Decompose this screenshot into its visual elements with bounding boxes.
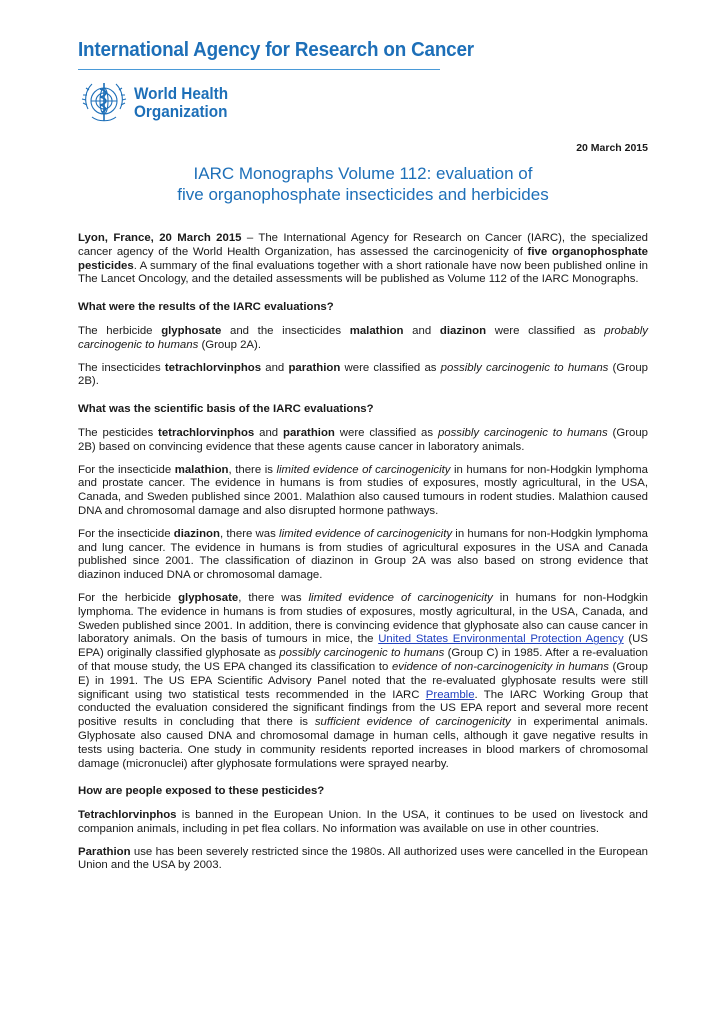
text-run: For the herbicide xyxy=(78,591,179,604)
intro-text: . A summary of the final evaluations together with a short rationale have now been published online in The Lancet Oncology, and the detailed assessments will be published as Volume 112 of the IARC Monographs. xyxy=(78,259,648,286)
pesticide-name: Tetrachlorvinphos xyxy=(78,809,177,822)
text-run: , there was xyxy=(219,527,280,540)
text-run: , there is xyxy=(228,463,277,476)
pesticide-name: parathion xyxy=(288,361,341,374)
pesticide-name: diazinon xyxy=(173,527,220,540)
pesticide-name: glyphosate xyxy=(161,324,222,337)
text-run: (Group 2B). xyxy=(78,361,648,388)
text-run: (Group 2A). xyxy=(198,338,261,351)
text-run: and the insecticides xyxy=(221,324,350,337)
who-name-line1: World Health xyxy=(134,84,229,103)
text-run: (US EPA) originally classified glyphosate as xyxy=(78,633,648,660)
text-run: The herbicide xyxy=(78,324,162,337)
pesticide-name: glyphosate xyxy=(178,591,239,604)
text-run: The insecticides xyxy=(78,361,165,374)
evidence-term: limited evidence of carcinogenicity xyxy=(279,527,453,540)
who-emblem-icon xyxy=(78,75,130,127)
text-run: (Group 2B) based on convincing evidence that these agents cause cancer in laboratory animals. xyxy=(78,426,648,453)
classification: possibly carcinogenic to humans xyxy=(440,361,609,374)
text-run: use has been severely restricted since the 1980s. All authorized uses were cancelled in the European Union and the USA by 2003. xyxy=(78,845,648,872)
results-paragraph xyxy=(78,325,648,353)
classification: probably carcinogenic to humans xyxy=(78,324,648,351)
text-run: were classified as xyxy=(334,426,438,439)
basis-paragraph xyxy=(78,464,648,519)
intro-paragraph xyxy=(78,232,648,287)
headline-line2: five organophosphate insecticides and herbicides xyxy=(177,185,549,204)
basis-paragraph xyxy=(78,592,648,771)
exposure-paragraph xyxy=(78,809,648,837)
text-run: in experimental animals. Glyphosate also caused DNA and chromosomal damage in human cells, although it gave negative results in tests using bacteria. One study in community residents reported increases in blood markers of chromosomal damage (micronuclei) after glyphosate formulations were sprayed nearby. xyxy=(78,716,648,770)
us-epa-link[interactable]: United States Environmental Protection Agency xyxy=(378,633,624,646)
exposure-paragraph xyxy=(78,846,648,874)
pesticide-name: malathion xyxy=(349,324,404,337)
text-run: (Group E) in 1991. The US EPA Scientific Advisory Panel noted that the re-evaluated glyphosate results were still significant using two statistical tests recommended in the IARC xyxy=(78,660,648,701)
exposure-heading: How are people exposed to these pesticides? xyxy=(78,785,325,798)
results-heading: What were the results of the IARC evaluations? xyxy=(78,301,334,314)
headline-line1: IARC Monographs Volume 112: evaluation of xyxy=(193,164,533,183)
text-run: in humans for non-Hodgkin lymphoma and prostate cancer. The evidence in humans is from studies of exposures, mostly agricultural, in the USA, Canada, and Sweden published since 2001. Malathion also caused tumours in rodent studies. Malathion caused DNA and chromosomal damage and also disrupted hormone pathways. xyxy=(78,463,648,517)
preamble-link[interactable]: Preamble xyxy=(425,688,475,701)
text-run: were classified as xyxy=(486,324,605,337)
pesticide-name: malathion xyxy=(174,463,229,476)
text-run: The pesticides xyxy=(78,426,159,439)
who-name-line2: Organization xyxy=(134,102,228,121)
classification: possibly carcinogenic to humans xyxy=(437,426,608,439)
text-run: and xyxy=(403,324,440,337)
evidence-term: limited evidence of carcinogenicity xyxy=(276,463,451,476)
release-date: 20 March 2015 xyxy=(576,142,648,154)
agency-title: International Agency for Research on Cancer xyxy=(78,38,474,61)
basis-paragraph xyxy=(78,528,648,583)
text-run: For the insecticide xyxy=(78,527,174,540)
basis-paragraph xyxy=(78,427,648,455)
intro-text: – The International Agency for Research on Cancer (IARC), the specialized cancer agency of the World Health Organization, has assessed the carcinogenicity of xyxy=(78,232,648,258)
text-run: were classified as xyxy=(340,361,441,374)
basis-heading: What was the scientific basis of the IARC evaluations? xyxy=(78,403,374,416)
evidence-term: sufficient evidence of carcinogenicity xyxy=(314,716,511,729)
text-run: . The IARC Working Group that conducted the evaluation considered the significant findings from the US EPA report and several more recent positive results in concluding that there is xyxy=(78,688,648,729)
headline xyxy=(78,163,648,205)
who-name xyxy=(134,85,228,121)
text-run: , there was xyxy=(238,591,309,604)
pesticide-name: parathion xyxy=(282,426,335,439)
pesticide-name: Parathion xyxy=(78,845,131,858)
pesticide-name: tetrachlorvinphos xyxy=(164,361,262,374)
text-run: is banned in the European Union. In the USA, it continues to be used on livestock and companion animals, including in pet flea collars. No information was available on use in other countries. xyxy=(78,809,648,835)
text-run: For the insecticide xyxy=(78,463,175,476)
text-run: (Group C) in 1985. After a re-evaluation of that mouse study, the US EPA changed its classification to xyxy=(78,647,648,673)
evidence-term: limited evidence of carcinogenicity xyxy=(308,591,493,604)
article-body xyxy=(78,232,648,882)
pesticide-name: tetrachlorvinphos xyxy=(158,426,255,439)
header-divider xyxy=(78,69,440,70)
classification: possibly carcinogenic to humans xyxy=(279,647,445,660)
text-run: and xyxy=(261,361,289,374)
text-run: in humans for non-Hodgkin lymphoma and lung cancer. The evidence in humans is from studies of agricultural exposures in the USA and Canada published since 2001. The classification of diazinon in Group 2A was also based on strong evidence that diazinon induced DNA or chromosomal damage. xyxy=(78,527,649,582)
results-paragraph xyxy=(78,362,648,390)
dateline: Lyon, France, 20 March 2015 xyxy=(78,232,242,244)
classification: evidence of non-carcinogenicity in humans xyxy=(391,660,609,673)
pesticide-name: diazinon xyxy=(439,324,487,337)
text-run: in humans for non-Hodgkin lymphoma. The evidence in humans is from studies of exposures, mostly agricultural, in the USA, Canada, and Sweden published since 2001. In addition, there is convincing evidence that glyphosate also can cause cancer in laboratory animals. On the basis of tumours in mice, the xyxy=(78,591,648,646)
intro-emphasis: five organophosphate pesticides xyxy=(78,245,649,272)
text-run: and xyxy=(254,426,283,439)
